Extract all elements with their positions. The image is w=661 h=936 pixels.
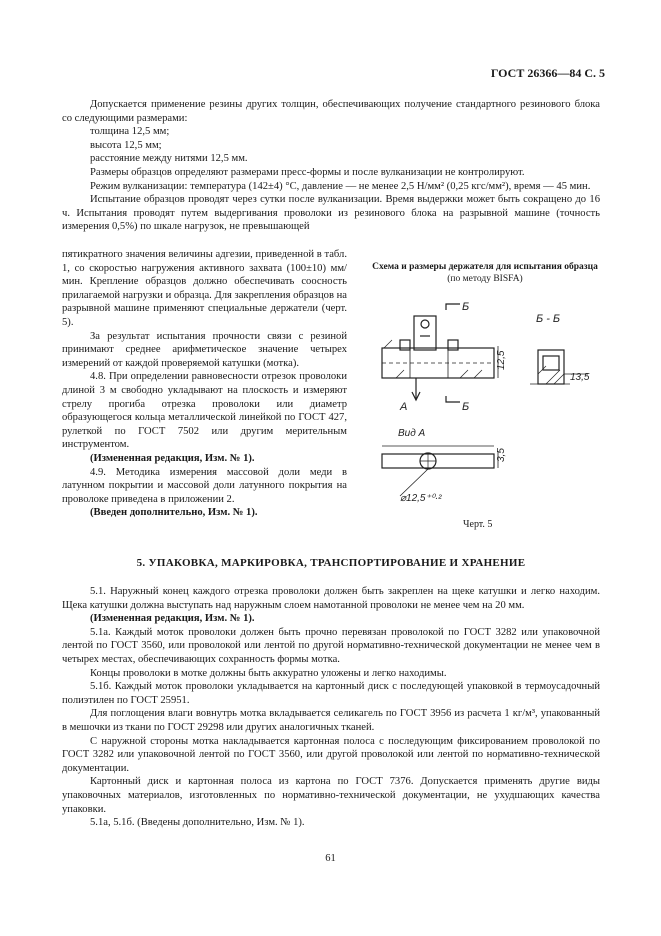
paragraph: Для поглощения влаги вовнутрь мотка вкладывается селикагель по ГОСТ 3956 из расчета 1 кг/м³, упакованный в мешочки из ткани по ГОСТ 29298 или других аналогичных тканей. <box>62 708 600 733</box>
label-dim-13-5: 13,5 <box>570 372 590 383</box>
label-b-top: Б <box>462 301 470 313</box>
amendment-note: (Измененная редакция, Изм. № 1). <box>90 452 255 464</box>
paragraph: 4.8. При определении равновесности отрезок проволоки длиной 3 м свободно укладывают на плоскость и измеряют стрелу прогиба отрезка проволоки или диаметр образующегося кольца металлической линейкой по ГОСТ 427, рулеткой по ГОСТ 7502 или другим мерительным инструментом. <box>62 371 347 451</box>
top-text <box>62 98 600 234</box>
page-number: 61 <box>325 853 336 864</box>
left-column <box>62 248 347 520</box>
paragraph: толщина 12,5 мм; <box>90 126 170 138</box>
figure-caption-bold: Схема и размеры держателя для испытания образца <box>372 262 598 272</box>
label-b-section: Б - Б <box>536 313 561 325</box>
section-title: 5. УПАКОВКА, МАРКИРОВКА, ТРАНСПОРТИРОВАНИЕ И ХРАНЕНИЕ <box>136 557 526 569</box>
paragraph: Испытание образцов проводят через сутки после вулканизации. Время выдержки может быть сокращено до 16 ч. Испытания проводят путем выдергивания проволоки из резинового блока на разрывной машине (точность измерения 0,5%) по шкале нагрузок, не превышающей <box>62 194 600 233</box>
figure-caption-rest: (по методу BISFA) <box>447 274 523 284</box>
label-view-a: Вид А <box>398 428 426 439</box>
paragraph: 5.1б. Каждый моток проволоки укладывается на картонный диск с последующей упаковкой в термоусадочный полиэтилен по ГОСТ 25951. <box>62 681 600 706</box>
paragraph: Режим вулканизации: температура (142±4) °С, давление — не менее 2,5 Н/мм² (0,25 кгс/мм²), время — 45 мин. <box>90 180 591 192</box>
holder-clamp <box>414 316 436 350</box>
paragraph: Размеры образцов определяют размерами пресс-формы и после вулканизации не контролируют. <box>90 166 525 178</box>
holder-drawing <box>370 296 610 511</box>
paragraph: 5.1а, 5.1б. (Введены дополнительно, Изм. № 1). <box>90 817 305 829</box>
label-dim-12-5: 12,5 <box>496 350 507 370</box>
view-a <box>382 454 494 468</box>
paragraph: Концы проволоки в мотке должны быть аккуратно уложены и легко находимы. <box>90 667 447 679</box>
amendment-note: (Измененная редакция, Изм. № 1). <box>90 613 255 625</box>
figure-number: Черт. 5 <box>463 519 493 530</box>
paragraph: пятикратного значения величины адгезии, приведенной в табл. 1, со скоростью нагружения активного захвата (100±10) мм/мин. Крепление образцов должно обеспечивать соосность прилагаемой нагрузки и образца. Для закрепления образцов на разрывной машине применяют специальные держатели (черт. 5). <box>62 249 347 328</box>
label-b-bottom: Б <box>462 401 470 413</box>
paragraph: расстояние между нитями 12,5 мм. <box>90 153 248 165</box>
paragraph: За результат испытания прочности связи с резиной принимают среднее арифметическое значение четырех измерений от каждой проверяемой катушки (мотка). <box>62 330 347 369</box>
figure-caption <box>370 261 600 285</box>
page-header: ГОСТ 26366—84 С. 5 <box>490 66 605 80</box>
bottom-text <box>62 585 600 830</box>
label-dim-3-5: 3,5 <box>496 448 507 462</box>
paragraph: высота 12,5 мм; <box>90 139 162 151</box>
paragraph: Допускается применение резины других толщин, обеспечивающих получение стандартного резинового блока со следующими размерами: <box>62 99 600 124</box>
paragraph: С наружной стороны мотка накладывается картонная полоса с последующим фиксированием проволокой по ГОСТ 3282 или упаковочной лентой по ГОСТ 3560, или другой проволокой или лентой по нормативно-технической документации. <box>62 735 600 774</box>
paragraph: 4.9. Методика измерения массовой доли меди в латунном покрытии и массовой доли латунного покрытия на проволоке приведена в приложении 2. <box>62 466 347 505</box>
label-a-arrow: А <box>400 401 408 413</box>
paragraph: 5.1. Наружный конец каждого отрезка проволоки должен быть закреплен на щеке катушки и легко находим. Щека катушки должна выступать над наружным слоем намотанной проволоки не менее чем на 20 мм. <box>62 586 600 611</box>
label-diameter: ⌀12,5⁺⁰·² <box>400 493 442 504</box>
amendment-note: (Введен дополнительно, Изм. № 1). <box>90 507 258 519</box>
paragraph: Картонный диск и картонная полоса из картона по ГОСТ 7376. Допускается применять другие виды упаковочных материалов, изготовленных по нормативно-технической документации, не ухудшающих качества упаковки. <box>62 776 600 815</box>
paragraph: 5.1а. Каждый моток проволоки должен быть прочно перевязан проволокой по ГОСТ 3282 или упаковочной лентой по ГОСТ 3560, или проволокой или лентой по другой нормативно-технической документации не менее чем в четырех местах, обеспечивающих сохранность формы мотка. <box>62 626 600 665</box>
